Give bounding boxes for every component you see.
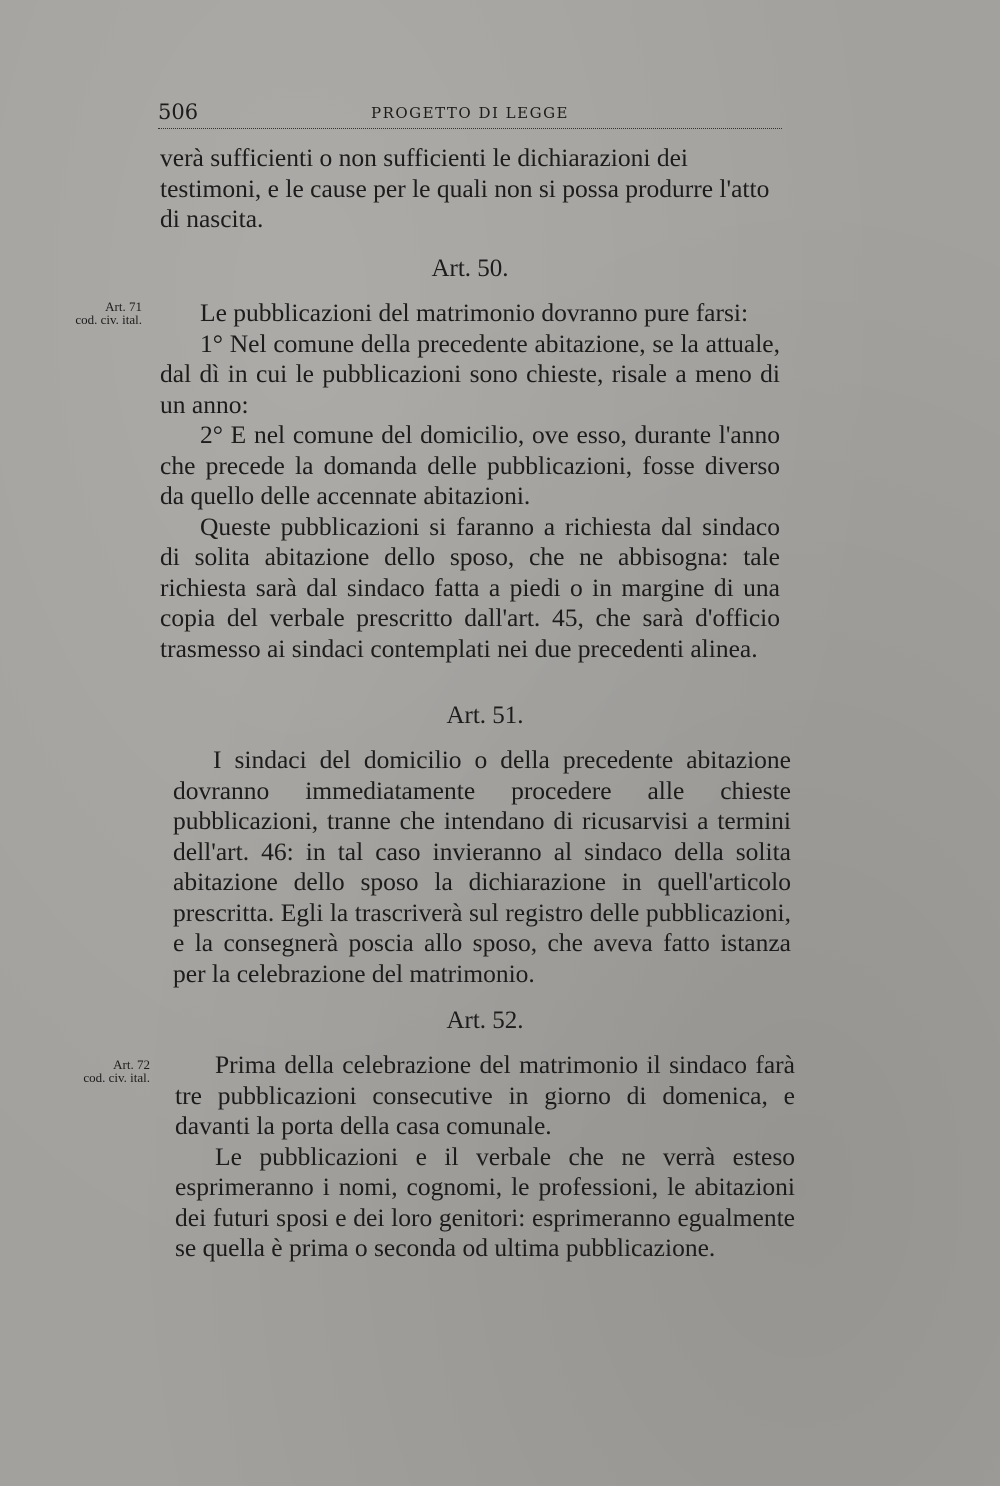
article-52-body	[175, 1050, 795, 1264]
article-50-paragraph-4: Queste pubblicazioni si faranno a richiesta dal sindaco di solita abitazione dello sposo, che ne abbisogna: tale richiesta sarà dal sindaco fatta a piedi o in margine di una copia del verbale prescritto dall'art. 45, che sarà d'officio trasmesso ai sindaci contemplati nei due precedenti alinea.	[160, 511, 780, 663]
article-52-paragraph-1: Prima della celebrazione del matrimonio il sindaco farà tre pubblicazioni consecutive in giorno di domenica, e davanti la porta della casa comunale.	[175, 1050, 795, 1140]
page-number: 506	[158, 100, 199, 124]
page-header	[158, 100, 782, 129]
margin-note-code: cod. civ. ital.	[75, 312, 142, 327]
article-52-paragraph-2: Le pubblicazioni e il verbale che ne verrà esteso esprimeranno i nomi, cognomi, le professioni, le abitazioni dei futuri sposi e dei loro genitori: esprimeranno egualmente se quella è prima o seconda od ultima pubblicazione.	[175, 1141, 795, 1262]
article-51-paragraph-1: I sindaci del domicilio o della precedente abitazione dovranno immediatamente procedere alle chieste pubblicazioni, tranne che intendano di ricusarvisi a termini dell'art. 46: in tal caso invieranno al sindaco della solita abitazione dello sposo la dichiarazione in quell'articolo prescritta. Egli la trascriverà sul registro delle pubblicazioni, e la consegnerà poscia allo sposo, che aveva fatto istanza per la celebrazione del matrimonio.	[173, 745, 791, 988]
article-50-paragraph-1: Le pubblicazioni del matrimonio dovranno pure farsi:	[200, 298, 749, 327]
article-50-body	[160, 298, 780, 664]
article-50-paragraph-2: 1° Nel comune della precedente abitazione, se la attuale, dal dì in cui le pubblicazioni sono chieste, risale a meno di un anno:	[160, 328, 780, 419]
margin-note-art50	[32, 300, 142, 326]
margin-note-code: cod. civ. ital.	[83, 1070, 150, 1085]
margin-note-ref: Art. 71	[105, 299, 142, 314]
article-51-body	[173, 745, 791, 989]
running-head: PROGETTO DI LEGGE	[370, 104, 569, 122]
margin-note-ref: Art. 72	[113, 1057, 150, 1072]
margin-note-art52	[40, 1058, 150, 1084]
article-50-heading: Art. 50.	[431, 255, 509, 282]
continuation-paragraph: verà sufficienti o non sufficienti le dichiarazioni dei testimoni, e le cause per le quali non si possa produrre l'atto di nascita.	[160, 143, 770, 233]
article-51-heading: Art. 51.	[446, 702, 524, 729]
continuation-text	[160, 143, 780, 235]
article-52-heading: Art. 52.	[446, 1007, 524, 1034]
article-50-paragraph-3: 2° E nel comune del domicilio, ove esso, durante l'anno che precede la domanda delle pubblicazioni, fosse diverso da quello delle accennate abitazioni.	[160, 420, 780, 510]
